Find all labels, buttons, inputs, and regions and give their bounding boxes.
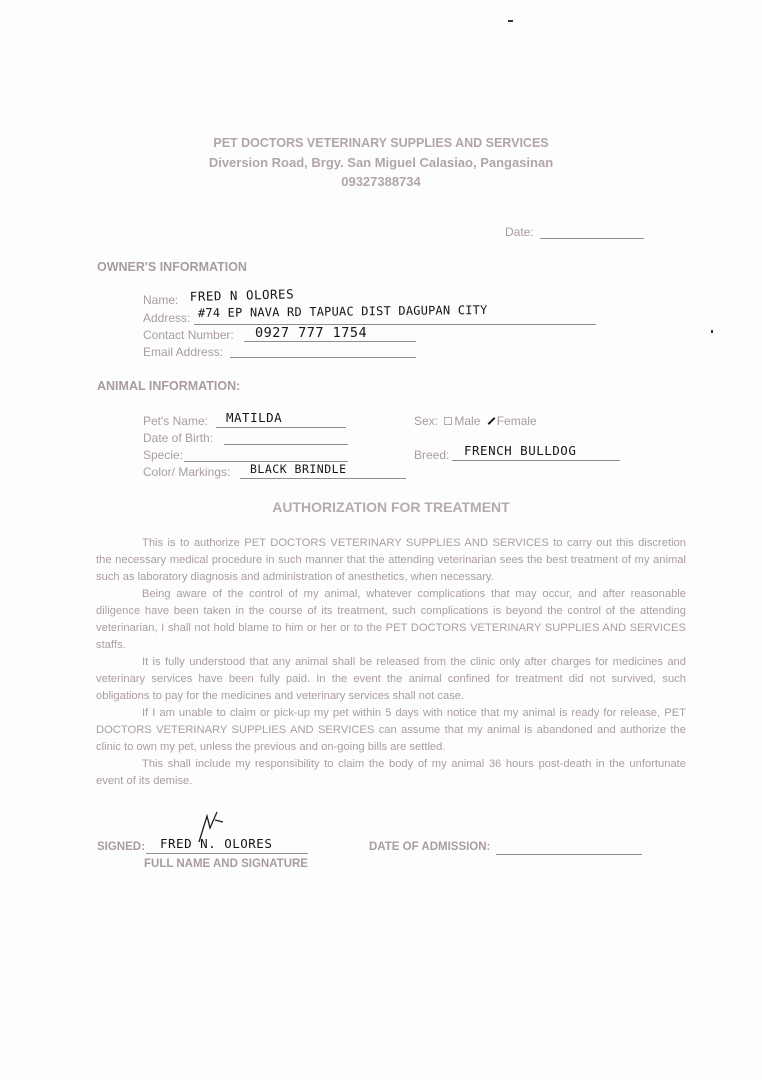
- authorization-paragraph: If I am unable to claim or pick-up my pet within 5 days with notice that my animal is ready for release, PET DOCTORS VETERINARY SUPPLIES AND SERVICES can assume that my animal is abandoned and authorize the clinic to own my pet, unless the previous and on-going bills are settled.: [96, 707, 686, 753]
- owner-name-label: Name:: [143, 293, 179, 307]
- female-option: Female: [496, 414, 537, 428]
- owner-address-label: Address:: [143, 311, 191, 325]
- contact-number-label: Contact Number:: [143, 328, 234, 342]
- color-markings-label: Color/ Markings:: [143, 465, 231, 479]
- female-check-mark[interactable]: [487, 417, 495, 425]
- date-field[interactable]: [540, 238, 644, 239]
- date-label: Date:: [505, 225, 534, 239]
- color-markings-line: [240, 478, 406, 479]
- sex-label: [414, 414, 537, 428]
- pet-name-label: Pet's Name:: [143, 414, 208, 428]
- animal-section-heading: ANIMAL INFORMATION:: [97, 379, 241, 393]
- authorization-title: AUTHORIZATION FOR TREATMENT: [272, 499, 510, 515]
- specie-label: Specie:: [143, 448, 184, 462]
- breed-label: Breed:: [414, 448, 450, 462]
- clinic-phone: 09327388734: [341, 174, 421, 189]
- pet-name-line: [216, 427, 346, 428]
- date-of-birth-label: Date of Birth:: [143, 431, 214, 445]
- signed-label: SIGNED:: [97, 841, 145, 853]
- signature-caption: FULL NAME AND SIGNATURE: [144, 858, 308, 870]
- signed-name-value[interactable]: FRED N. OLORES: [160, 836, 273, 851]
- contact-number-value[interactable]: 0927 777 1754: [255, 325, 368, 341]
- clinic-address: Diversion Road, Brgy. San Miguel Calasiao, Pangasinan: [208, 155, 554, 170]
- male-checkbox[interactable]: [444, 417, 452, 425]
- color-markings-value[interactable]: BLACK BRINDLE: [250, 462, 347, 476]
- date-of-birth-field[interactable]: [224, 444, 348, 445]
- signature-line: [146, 853, 308, 854]
- clinic-name: PET DOCTORS VETERINARY SUPPLIES AND SERVICES: [213, 136, 549, 150]
- authorization-paragraph: This shall include my responsibility to claim the body of my animal 36 hours post-death in the unfortunate event of its demise.: [96, 758, 686, 787]
- email-field[interactable]: [230, 357, 416, 358]
- authorization-paragraph: Being aware of the control of my animal, whatever complications that may occur, and after reasonable diligence have been taken in the course of its treatment, such complications is beyond the control of the attending veterinarian, I shall not hold blame to him or her or to the PET DOCTORS VETERINARY SUPPLIES AND SERVICES staffs.: [96, 588, 686, 651]
- authorization-paragraph: This is to authorize PET DOCTORS VETERINARY SUPPLIES AND SERVICES to carry out this discretion the necessary medical procedure in such manner that the attending veterinarian sees the best treatment of my animal such as laboratory diagnosis and administration of anesthetics, when necessary.: [96, 537, 686, 583]
- scan-speck: [711, 330, 713, 333]
- male-option: Male: [454, 414, 481, 428]
- contact-number-line: [244, 341, 416, 342]
- email-label: Email Address:: [143, 345, 224, 359]
- authorization-body: [96, 535, 686, 790]
- date-of-admission-label: DATE OF ADMISSION:: [369, 841, 491, 853]
- owner-section-heading: OWNER'S INFORMATION: [97, 260, 247, 274]
- owner-name-value[interactable]: FRED N OLORES: [189, 286, 295, 304]
- breed-line: [452, 460, 620, 461]
- pet-name-value[interactable]: MATILDA: [226, 410, 283, 425]
- breed-value[interactable]: FRENCH BULLDOG: [464, 443, 577, 458]
- date-of-admission-field[interactable]: [496, 854, 642, 855]
- authorization-paragraph: It is fully understood that any animal shall be released from the clinic only after charges for medicines and veterinary services have been fully paid. In the event the animal confined for treatment did not survived, such obligations to pay for the medicines and veterinary services shall not case.: [96, 656, 686, 702]
- owner-address-value[interactable]: #74 EP NAVA RD TAPUAC DIST DAGUPAN CITY: [197, 302, 488, 320]
- sex-label-text: Sex:: [414, 414, 439, 428]
- scan-speck: [508, 20, 513, 22]
